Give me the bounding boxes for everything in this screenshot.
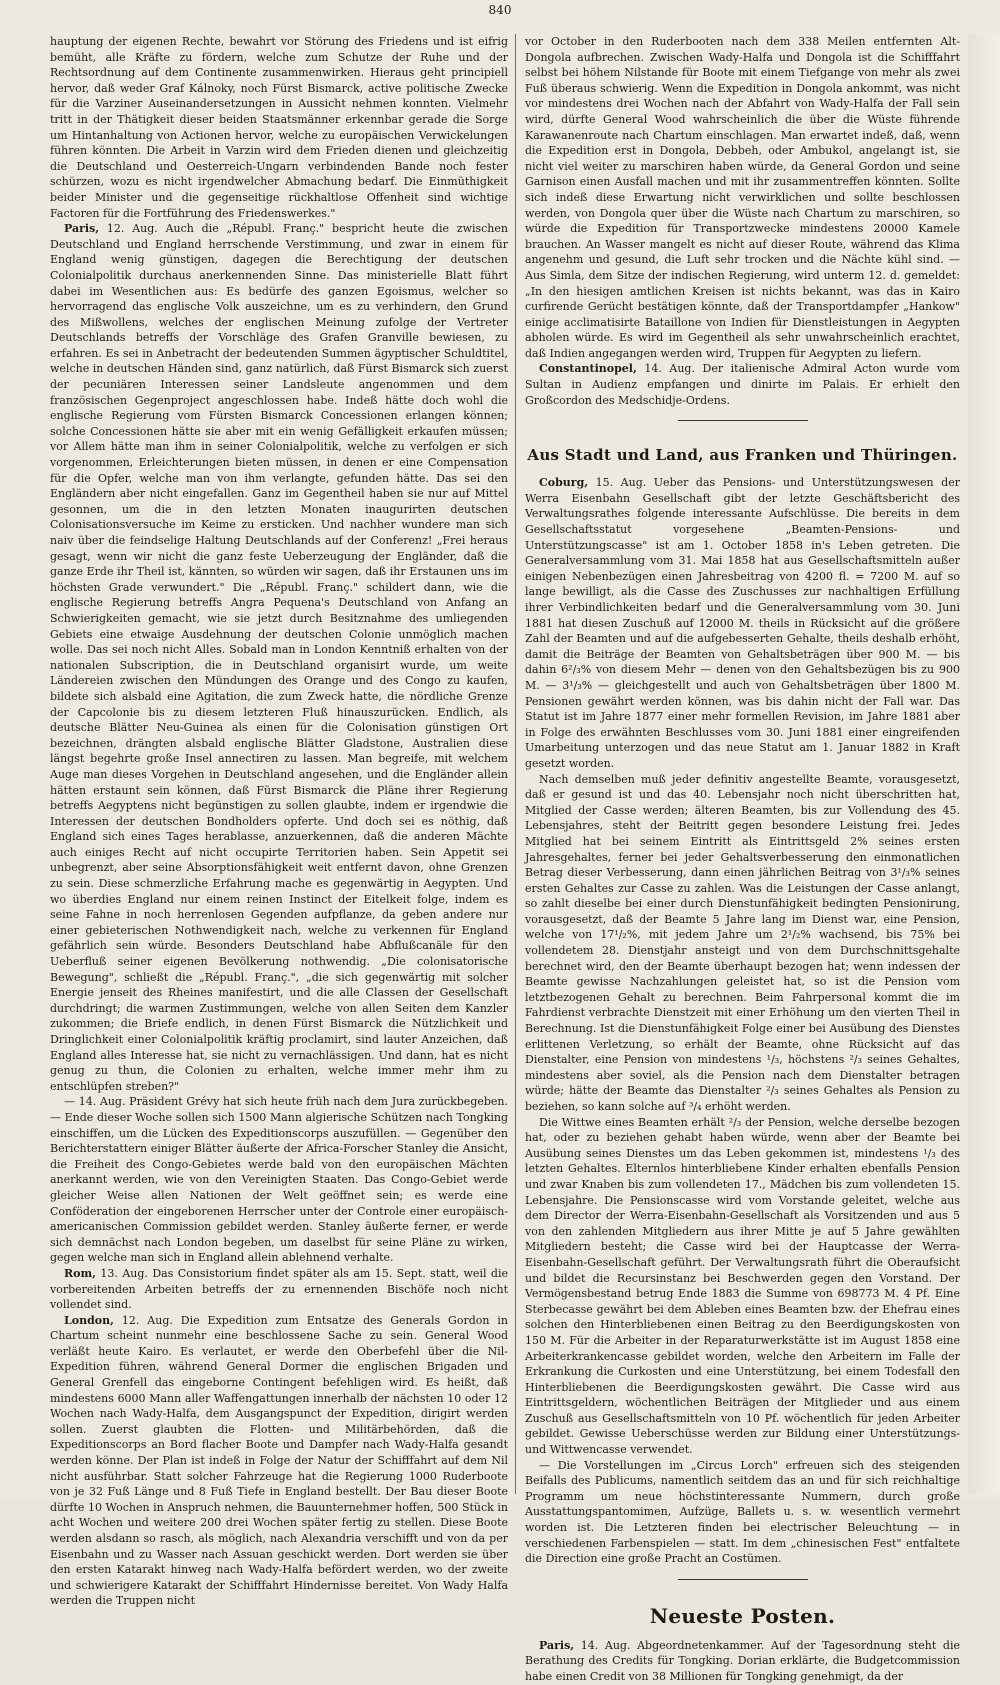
right-column [525, 34, 960, 1683]
article-paragraph [525, 361, 960, 408]
article-text: 15. Aug. Ueber das Pensions- und Unterstützungswesen der Werra Eisenbahn Gesellschaft gibt der letzte Geschäftsbericht des Verwaltungsrathes folgende interessante Aufschlüsse. Die bereits in dem Gesellschaftsstatut vorgesehene „Beamten-Pensions- und Unterstützungscasse" ist am 1. October 1858 in's Leben getreten. Die Generalversammlung vom 31. Mai 1858 hat aus Gesellschaftsmitteln außer einigen Nebenbezügen einen Jahresbeitrag von 4200 fl. = 7200 M. auf so lange bewilligt, als die Casse des Zuschusses zur nachhaltigen Erfüllung ihrer Verbindlichkeiten bedarf und die Generalversammlung vom 30. Juni 1881 hat diesen Zuschuß auf 12000 M. theils in Rücksicht auf die größere Zahl der Beamten und auf die aufgebesserten Gehalte, theils deshalb erhöht, damit die Beiträge der Beamten von Gehaltsbeträgen über 900 M. — bis dahin 6²/₃% von diesem Mehr — denen von den Gehaltsbezügen bis zu 900 M. — 3¹/₃% — gleichgestellt und auch von Gehaltsbeträgen über 1800 M. Pensionen gewährt werden können, was bis dahin nicht der Fall war. Das Statut ist im Jahre 1877 einer mehr formellen Revision, im Jahre 1881 aber in Folge des erwähnten Beschlusses vom 30. Juni 1881 einer eingreifenden Umarbeitung unterzogen und das neue Statut am 1. Januar 1882 in Kraft gesetzt worden. [525, 476, 960, 770]
article-text: 14. Aug. Abgeordnetenkammer. Auf der Tagesordnung steht die Berathung des Credits für Tongking. Dorian erklärte, die Budgetcommission habe einen Credit von 38 Millionen für Tongking genehmigt, da der [525, 1638, 960, 1683]
page-edge [968, 34, 1000, 1494]
dateline-place: Constantinopel, [539, 362, 637, 376]
article-paragraph [50, 1313, 508, 1609]
article-paragraph [50, 221, 508, 1094]
article-paragraph: — 14. Aug. Präsident Grévy hat sich heute früh nach dem Jura zurückbegeben. — Ende dieser Woche sollen sich 1500 Mann algierische Schützen nach Tongking einschiffen, um die Lücken des Expeditionscorps auszufüllen. — Gegenüber den Berichterstattern einiger Blätter äußerte der Africa-Forscher Stanley die Ansicht, die Freiheit des Congo-Gebietes werde bald von den europäischen Mächten anerkannt werden, wie von den Vereinigten Staaten. Das Congo-Gebiet werde gleicher Weise allen Nationen der Welt geöffnet sein; es werde eine Conföderation der eingeborenen Herrscher unter der Controle einer europäisch-americanischen Commission gebildet werden. Stanley äußerte ferner, er werde sich demnächst nach London begeben, um daselbst für seine Pläne zu wirken, gegen welche man sich in England allein ablehnend verhalte. [50, 1095, 508, 1265]
column-divider [515, 34, 516, 1494]
article-text: 13. Aug. Das Consistorium findet später als am 15. Sept. statt, weil die vorbereitenden Arbeiten betreffs der zu ernennenden Bischöfe noch nicht vollendet sind. [50, 1266, 508, 1312]
dateline-place: Paris, [539, 1638, 575, 1652]
left-column [50, 34, 508, 1608]
section-rule [678, 420, 808, 421]
dateline-place: Coburg, [539, 476, 589, 490]
article-paragraph: vor October in den Ruderbooten nach dem 338 Meilen entfernten Alt-Dongola aufbrechen. Zwischen Wady-Halfa und Dongola ist die Schifffahrt selbst bei höhem Nilstande für Boote mit einem Tiefgange von mehr als zwei Fuß überaus schwierig. Wenn die Expedition in Dongola ankommt, was nicht vor mindestens drei Wochen nach der Abfahrt von Wady-Halfa der Fall sein wird, dürfte General Wood wahrscheinlich die über die Wüste führende Karawanenroute nach Chartum einschlagen. Man erwartet indeß, daß, wenn die Expedition erst in Dongola, Debbeh, oder Ambukol, angelangt ist, sie nicht viel weiter zu marschiren haben würde, da General Gordon und seine Garnison einen Ausfall machen und mit ihr zusammentreffen könnten. Sollte sich indeß diese Erwartung nicht verwirklichen und sollte beschlossen werden, von Dongola quer über die Wüste nach Chartum zu marschiren, so würde die Expedition für Transportzwecke mindestens 20000 Kamele brauchen. An Wasser mangelt es nicht auf dieser Route, während das Klima angenehm und gesund, die Luft sehr trocken und die Nächte kühl sind. — Aus Simla, dem Sitze der indischen Regierung, wird unterm 12. d. gemeldet: „In den hiesigen amtlichen Kreisen ist nichts bekannt, was das in Kairo curfirende Gerücht bestätigen könnte, daß der Transportdampfer „Hankow" einige acclimatisirte Bataillone von Indien für Dienstleistungen in Aegypten abholen würde. Es wird im Gegentheil als sehr unwahrscheinlich erachtet, daß Indien angegangen werden wird, Truppen für Aegypten zu liefern. [525, 35, 960, 360]
dateline-place: Rom, [64, 1266, 96, 1280]
article-text: 14. Aug. Der italienische Admiral Acton wurde vom Sultan in Audienz empfangen und dinirte im Palais. Er erhielt den Großcordon des Medschidje-Ordens. [525, 362, 960, 407]
section-title: Neueste Posten. [649, 1603, 836, 1628]
article-paragraph [525, 475, 960, 771]
article-paragraph [525, 1638, 960, 1685]
dateline-place: Paris, [64, 222, 100, 236]
section-title: Aus Stadt und Land, aus Franken und Thüringen. [527, 446, 958, 465]
article-paragraph: hauptung der eigenen Rechte, bewahrt vor Störung des Friedens und ist eifrig bemüht, alle Kräfte zu fördern, welche zum Schutze der Ruhe und der Rechtsordnung auf dem Continente zusammenwirken. Hieraus geht principiell hervor, daß weder Graf Kálnoky, noch Fürst Bismarck, active politische Zwecke für die Varziner Auseinandersetzungen in Aussicht nehmen konnten. Vielmehr tritt in der Thätigkeit dieser beiden Staatsmänner erkennbar gerade die Sorge um Hintanhaltung von Actionen hervor, welche zu europäischen Verwickelungen führen könnten. Die Arbeit in Varzin wird dem Frieden dienen und gleichzeitig die Deutschland und Oesterreich-Ungarn verbindenden Bande noch fester schürzen, wozu es nicht irgendwelcher Abmachung bedarf. Die Einmüthigkeit beider Minister und die gegenseitige rückhaltlose Offenheit sind wichtige Factoren für die Fortführung des Friedenswerkes." [50, 35, 508, 220]
page-number: 840 [488, 3, 512, 17]
section-rule [678, 1579, 808, 1580]
article-paragraph: — Die Vorstellungen im „Circus Lorch" erfreuen sich des steigenden Beifalls des Publicums, namentlich seitdem das an und für sich reichhaltige Programm um neue höchstinteressante Nummern, durch große Ausstattungspantomimen, Aufzüge, Ballets u. s. w. wesentlich vermehrt worden ist. Die Letzteren finden bei electrischer Beleuchtung — in verschiedenen Farbenspielen — statt. Im dem „chinesischen Fest" entfaltete die Direction eine große Pracht an Costümen. [525, 1458, 960, 1566]
dateline-place: London, [64, 1313, 114, 1327]
article-text: 12. Aug. Auch die „Républ. Franç." bespricht heute die zwischen Deutschland und England herrschende Verstimmung, und zwar in einem für England wenig günstigen, dagegen die Berechtigung der deutschen Colonialpolitik durchaus anerkennenden Sinne. Das ministerielle Blatt führt dabei im Wesentlichen aus: Es bedürfe des ganzen Egoismus, welcher so hervorragend das englische Volk auszeichne, um es zu verhindern, den Grund des Mißwollens, welches der englischen Meinung zufolge der Vertreter Deutschlands betreffs der Vorschläge des Grafen Granville bewiesen, zu erfahren. Es sei in Anbetracht der bedeutenden Summen ägyptischer Schuldtitel, welche in deutschen Händen sind, ganz natürlich, daß Fürst Bismarck sich zuerst der pecuniären Interessen seiner Landsleute angenommen und dem französischen Gegenproject angeschlossen habe. Indeß hätte doch wohl die englische Regierung vom Fürsten Bismarck Concessionen erlangen können; solche Concessionen hätte sie aber mit ein wenig Gefälligkeit erkaufen müssen; vor Allem hätte man ihm in seiner Colonialpolitik, welche zu verfolgen er sich vorgenommen, Erleichterungen bieten müssen, in denen er eine Compensation für die Opfer, welche man von ihm verlangte, gefunden hätte. Das sei den Engländern aber nicht eingefallen. Ganz im Gegentheil haben sie nur auf Mittel gesonnen, um die in den letzten Monaten inaugurirten deutschen Colonisationsversuche im Keime zu ersticken. Und nachher wundere man sich naiv über die feindselige Haltung Deutschlands auf der Conferenz! „Frei heraus gesagt, wenn wir nicht die ganz feste Ueberzeugung der Engländer, daß die ganze Erde ihr Theil ist, kännten, so würden wir sagen, daß ihr Erstaunen uns im höchsten Grade verwundert." Die „Républ. Franç." schildert dann, wie die englische Regierung betreffs Angra Pequena's Deutschland von Anfang an Schwierigkeiten gemacht, wie sie jetzt durch Besitznahme des umliegenden Gebiets eine etwaige Ausdehnung der deutschen Colonie unmöglich machen wolle. Das sei noch nicht Alles. Sobald man in London Kenntniß erhalten von der nationalen Subscription, die in Deutschland organisirt wurde, um weite Ländereien zwischen den Mündungen des Orange und des Congo zu kaufen, bildete sich alsbald eine Agitation, die zum Zweck hatte, die nördliche Grenze der Capcolonie bis zu diesem letzteren Fluß hinauszurücken. Endlich, als deutsche Blätter Neu-Guinea als einen für die Colonisation günstigen Ort bezeichnen, drängten alsbald englische Blätter Gladstone, Australien diese längst begehrte große Insel annectiren zu lassen. Man begreife, mit welchem Auge man dieses Vorgehen in Deutschland angesehen, und die Engländer allein hätten erstaunt sein können, daß Fürst Bismarck die Pläne ihrer Regierung betreffs Aegyptens nicht begünstigen zu sollen glaubte, indem er irgendwie die Interessen der deutschen Bondholders opferte. Und doch sei es nöthig, daß England sich eines Tages herablasse, anzuerkennen, daß die anderen Mächte auch einiges Recht auf nicht occupirte Territorien haben. Sein Appetit sei unbegrenzt, aber seine Absorptionsfähigkeit weit entfernt davon, ohne Grenzen zu sein. Diese schmerzliche Erfahrung mache es gegenwärtig in Aegypten. Und wo überdies England nur einem reinen Instinct der Eitelkeit folge, indem es seine Fahne in noch herrenlosen Gegenden aufpflanze, da geben andere nur einer gebieterischen Nothwendigkeit nach, welche zu verkennen für England gefährlich sein würde. Besonders Deutschland habe Abflußcanäle für den Ueberfluß seiner eigenen Bevölkerung nothwendig. „Die colonisatorische Bewegung", schließt die „Républ. Franç.", „die sich gegenwärtig mit solcher Energie jenseit des Rheines manifestirt, und die alle Classen der Gesellschaft durchdringt; die warmen Zustimmungen, welche von allen Seiten dem Kanzler zukommen; die Briefe endlich, in denen Fürst Bismarck die Nützlichkeit und Dringlichkeit einer Colonialpolitik kräftig proclamirt, sind lauter Anzeichen, daß England alles Interesse hat, sie nicht zu vernachlässigen. Und dann, hat es nicht genug zu thun, die Colonien zu erhalten, welche immer mehr ihm zu entschlüpfen streben?" [50, 222, 508, 1093]
article-paragraph: Die Wittwe eines Beamten erhält ²/₃ der Pension, welche derselbe bezogen hat, oder zu beziehen gehabt haben würde, wenn aber der Beamte bei Ausübung seines Dienstes um das Leben gekommen ist, mindestens ¹/₃ des letzten Gehaltes. Elternlos hinterbliebene Kinder erhalten ebenfalls Pension und zwar Knaben bis zum vollendeten 17., Mädchen bis zum vollendeten 15. Lebensjahre. Die Pensionscasse wird vom Vorstande geleitet, welche aus dem Director der Werra-Eisenbahn-Gesellschaft als Vorsitzenden und aus 5 von den zahlenden Mitgliedern aus ihrer Mitte je auf 5 Jahre gewählten Mitgliedern besteht; die Casse wird bei der Hauptcasse der Werra-Eisenbahn-Gesellschaft geführt. Der Verwaltungsrath führt die Oberaufsicht und bildet die Recursinstanz bei Beschwerden gegen den Vorstand. Der Vermögensbestand betrug Ende 1883 die Summe von 698773 M. 4 Pf. Eine Sterbecasse gewährt bei dem Ableben eines Beamten bzw. der Ehefrau eines solchen den Hinterbliebenen einen Beitrag zu den Beerdigungskosten von 150 M. Für die Arbeiter in der Reparaturwerkstätte ist im August 1858 eine Arbeiterkrankencasse gebildet worden, welche den Arbeitern im Falle der Erkrankung die Curkosten und eine Unterstützung, bei einem Todesfall den Hinterbliebenen die Beerdigungskosten gewährt. Die Casse wird aus Eintrittsgeldern, wöchentlichen Beiträgen der Mitglieder und aus einem Zuschuß aus Gesellschaftsmitteln von 10 Pf. wöchentlich für jeden Arbeiter gebildet. Gewisse Ueberschüsse werden zur Bildung einer Unterstützungs- und Wittwencasse verwendet. [525, 1115, 960, 1457]
article-text: 12. Aug. Die Expedition zum Entsatze des Generals Gordon in Chartum scheint nunmehr eine beschlossene Sache zu sein. General Wood verläßt heute Kairo. Es verlautet, er werde den Oberbefehl über die Nil-Expedition führen, während General Dormer die englischen Brigaden und General Grenfell das eingeborne Contingent befehligen wird. Es heißt, daß mindestens 6000 Mann aller Waffengattungen innerhalb der nächsten 10 oder 12 Wochen nach Wady-Halfa, dem Ausgangspunct der Expedition, dirigirt werden sollen. Zuerst glaubten die Flotten- und Militärbehörden, daß die Expeditionscorps an Bord flacher Boote und Dampfer nach Wady-Halfa gesandt werden könne. Der Plan ist indeß in Folge der Natur der Schifffahrt auf dem Nil nicht ausführbar. Statt solcher Fahrzeuge hat die Regierung 1000 Ruderboote von je 32 Fuß Länge und 8 Fuß Tiefe in England bestellt. Der Bau dieser Boote dürfte 10 Wochen in Anspruch nehmen, die Bauunternehmer hoffen, 500 Stück in acht Wochen und weitere 200 drei Wochen später fertig zu stellen. Diese Boote werden alsdann so rasch, als möglich, nach Alexandria verschifft und von da per Eisenbahn und zu Wasser nach Assuan geschickt werden. Dort werden sie über den ersten Katarakt hinweg nach Wady-Halfa befördert werden, wo der zweite und schwierigere Katarakt der Schifffahrt Hindernisse bereitet. Von Wady Halfa werden die Truppen nicht [50, 1313, 508, 1608]
article-paragraph [50, 1266, 508, 1313]
article-paragraph: Nach demselben muß jeder definitiv angestellte Beamte, vorausgesetzt, daß er gesund ist und das 40. Lebensjahr noch nicht überschritten hat, Mitglied der Casse werden; älteren Beamten, bis zur Vollendung des 45. Lebensjahres, steht der Beitritt gegen besondere Leistung frei. Jedes Mitglied hat bei seinem Eintritt als Eintrittsgeld 2% seines ersten Jahresgehaltes, ferner bei jeder Gehaltsverbesserung den einmonatlichen Betrag dieser Verbesserung, dann einen jährlichen Beitrag von 3¹/₃% seines ersten Gehaltes zur Casse zu zahlen. Was die Leistungen der Casse anlangt, so zahlt dieselbe bei einer durch Dienstunfähigkeit bedingten Pensionirung, vorausgesetzt, daß der Beamte 5 Jahre lang im Dienst war, eine Pension, welche von 17¹/₂%, mit jedem Jahre um 2¹/₂% wachsend, bis 75% bei vollendetem 28. Dienstjahr ansteigt und von dem Durchschnittsgehalte berechnet wird, den der Beamte überhaupt bezogen hat; wenn indessen der Beamte gewisse Nachzahlungen geleistet hat, so ist die Pension vom letztbezogenen Gehalt zu berechnen. Beim Fahrpersonal kommt die im Fahrdienst verbrachte Dienstzeit mit einer Erhöhung um den vierten Theil in Berechnung. Ist die Dienstunfähigkeit Folge einer bei Ausübung des Dienstes erlittenen Verletzung, so erhält der Beamte, ohne Rücksicht auf das Dienstalter, eine Pension von mindestens ¹/₃, höchstens ²/₃ seines Gehaltes, mindestens aber soviel, als die Pension nach dem Dienstalter betragen würde; hätte der Beamte das Dienstalter ²/₃ seines Gehaltes als Pension zu beziehen, so kann solche auf ³/₄ erhöht werden. [525, 772, 960, 1113]
